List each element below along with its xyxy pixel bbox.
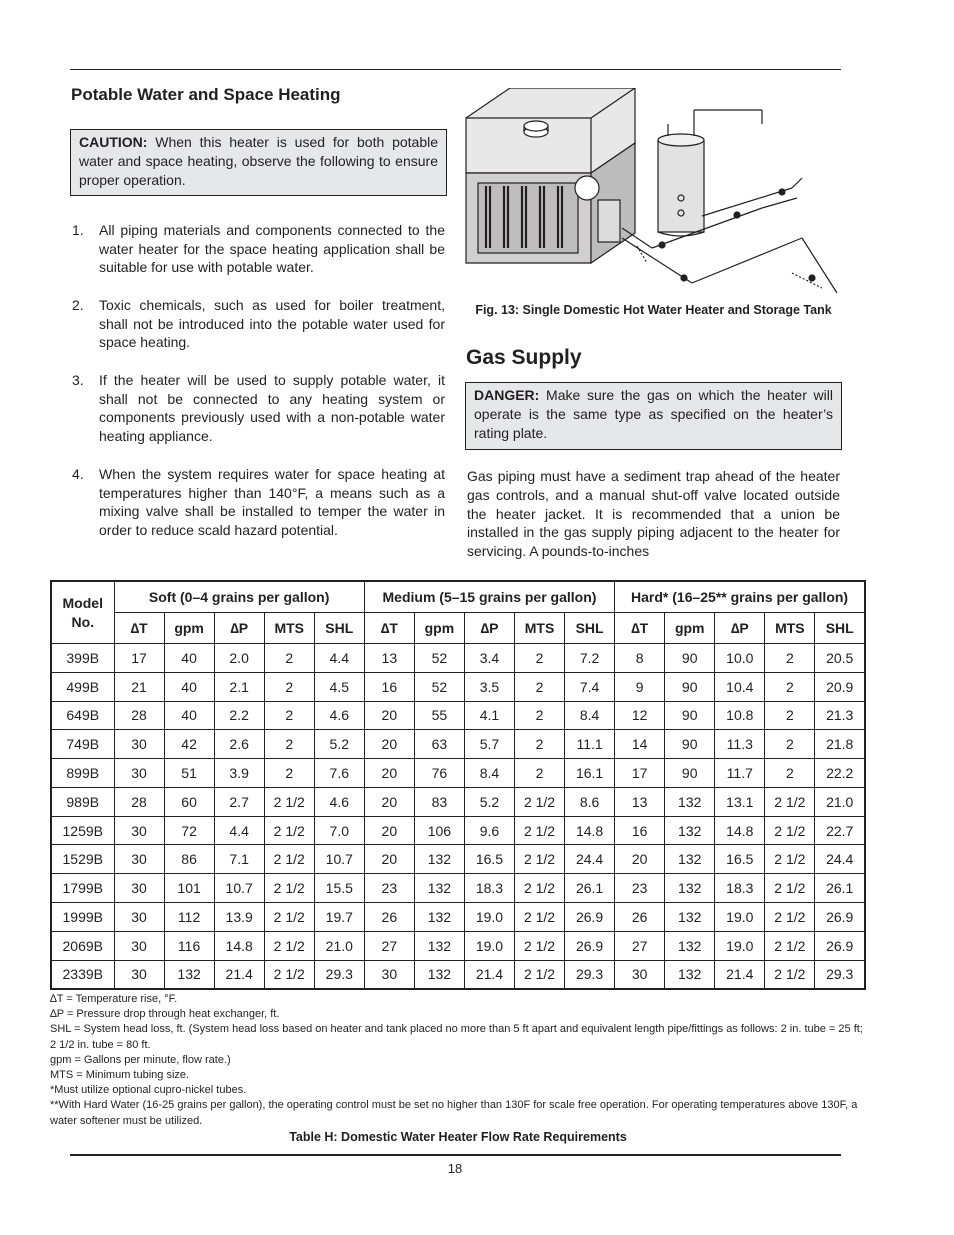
table-row [51,730,865,759]
value-cell: 30 [114,903,164,932]
value-cell: 14.8 [715,816,765,845]
value-cell: 17 [114,644,164,673]
value-cell: 2 [515,730,565,759]
value-cell: 4.1 [464,701,514,730]
note-line: **With Hard Water (16-25 grains per gallon), the operating control must be set no higher than 130F for scale free operation. For operating temperatures above 130F, a water softener must be utilized. [50,1099,858,1127]
value-cell: 90 [665,672,715,701]
value-cell: 63 [414,730,464,759]
value-cell: 42 [164,730,214,759]
model-cell: 749B [51,730,114,759]
model-cell: 2339B [51,960,114,989]
list-item-text: Toxic chemicals, such as used for boiler treatment, shall not be introduced into the potable water used for space heating. [99,297,445,351]
value-cell: 14.8 [565,816,615,845]
value-cell: 2 1/2 [515,931,565,960]
value-cell: 3.5 [464,672,514,701]
value-cell: 23 [615,874,665,903]
value-cell: 13.1 [715,787,765,816]
value-cell: 20 [364,787,414,816]
value-cell: 2 1/2 [765,931,815,960]
value-cell: 116 [164,931,214,960]
value-cell: 2 [515,701,565,730]
model-header: Model No. [51,581,114,644]
value-cell: 132 [665,960,715,989]
value-cell: 86 [164,845,214,874]
col-header: ∆T [114,613,164,644]
value-cell: 19.0 [715,931,765,960]
value-cell: 3.4 [464,644,514,673]
col-header: gpm [164,613,214,644]
value-cell: 29.3 [565,960,615,989]
value-cell: 21 [114,672,164,701]
value-cell: 29.3 [815,960,865,989]
value-cell: 26.9 [565,931,615,960]
value-cell: 9.6 [464,816,514,845]
value-cell: 16.5 [464,845,514,874]
value-cell: 2 1/2 [264,816,314,845]
value-cell: 5.2 [314,730,364,759]
value-cell: 3.9 [214,759,264,788]
value-cell: 2 [264,759,314,788]
model-cell: 1259B [51,816,114,845]
value-cell: 2 [264,672,314,701]
col-header: MTS [515,613,565,644]
value-cell: 5.7 [464,730,514,759]
value-cell: 90 [665,701,715,730]
value-cell: 132 [414,931,464,960]
bottom-rule [70,1154,841,1156]
value-cell: 4.5 [314,672,364,701]
value-cell: 4.6 [314,701,364,730]
list-item-number: 4. [72,466,84,482]
value-cell: 14.8 [214,931,264,960]
note-line: ∆T = Temperature rise, °F. [50,993,178,1005]
value-cell: 21.4 [464,960,514,989]
value-cell: 40 [164,701,214,730]
note-line: SHL = System head loss, ft. (System head loss based on heater and tank placed no more than 5 ft apart and equivalent length pipe/fittings as follows: 2 in. tube = 25 ft; 2 1/2 in. tube = 80 ft. [50,1023,863,1051]
col-header: MTS [264,613,314,644]
value-cell: 19.0 [464,931,514,960]
list-item-number: 2. [72,297,84,313]
table-row [51,672,865,701]
col-header: ∆T [615,613,665,644]
value-cell: 52 [414,644,464,673]
value-cell: 2 1/2 [515,845,565,874]
table-row [51,845,865,874]
value-cell: 2 1/2 [264,874,314,903]
value-cell: 10.7 [214,874,264,903]
value-cell: 8.4 [565,701,615,730]
value-cell: 2 [515,644,565,673]
table-row [51,701,865,730]
value-cell: 19.7 [314,903,364,932]
value-cell: 2 1/2 [765,787,815,816]
value-cell: 4.4 [214,816,264,845]
list-item-number: 1. [72,222,84,238]
value-cell: 2 1/2 [515,787,565,816]
value-cell: 2 [765,644,815,673]
value-cell: 11.7 [715,759,765,788]
value-cell: 13.9 [214,903,264,932]
value-cell: 28 [114,787,164,816]
value-cell: 5.2 [464,787,514,816]
value-cell: 12 [615,701,665,730]
value-cell: 20.9 [815,672,865,701]
value-cell: 2 1/2 [264,931,314,960]
value-cell: 132 [665,874,715,903]
value-cell: 76 [414,759,464,788]
value-cell: 24.4 [815,845,865,874]
value-cell: 27 [364,931,414,960]
value-cell: 2 1/2 [264,787,314,816]
value-cell: 24.4 [565,845,615,874]
value-cell: 26.9 [815,903,865,932]
table-row [51,644,865,673]
note-line: gpm = Gallons per minute, flow rate.) [50,1053,231,1066]
table-row [51,816,865,845]
danger-box [465,382,842,450]
value-cell: 16.1 [565,759,615,788]
value-cell: 30 [114,759,164,788]
value-cell: 30 [114,816,164,845]
list-item-text: All piping materials and components connected to the water heater for the space heating application shall be suitable for use with potable water. [99,222,445,276]
col-header: ∆P [464,613,514,644]
value-cell: 20 [364,845,414,874]
value-cell: 22.2 [815,759,865,788]
value-cell: 26 [364,903,414,932]
value-cell: 52 [414,672,464,701]
model-cell: 1799B [51,874,114,903]
value-cell: 7.1 [214,845,264,874]
value-cell: 8.6 [565,787,615,816]
value-cell: 30 [114,730,164,759]
value-cell: 132 [665,931,715,960]
value-cell: 2 [515,672,565,701]
value-cell: 132 [414,845,464,874]
value-cell: 132 [164,960,214,989]
value-cell: 55 [414,701,464,730]
caution-box [70,129,447,196]
table-row [51,759,865,788]
caution-label: CAUTION: [79,134,148,150]
value-cell: 2 1/2 [264,960,314,989]
value-cell: 10.7 [314,845,364,874]
value-cell: 21.3 [815,701,865,730]
value-cell: 26.1 [815,874,865,903]
value-cell: 2 1/2 [765,845,815,874]
list-item-number: 3. [72,372,84,388]
section-title-potable: Potable Water and Space Heating [71,85,341,104]
top-rule [70,69,841,70]
value-cell: 132 [665,787,715,816]
value-cell: 30 [114,874,164,903]
col-header: ∆P [214,613,264,644]
model-cell: 399B [51,644,114,673]
table-row [51,931,865,960]
value-cell: 90 [665,759,715,788]
value-cell: 18.3 [715,874,765,903]
value-cell: 10.0 [715,644,765,673]
value-cell: 15.5 [314,874,364,903]
value-cell: 2.0 [214,644,264,673]
value-cell: 7.0 [314,816,364,845]
value-cell: 2 [264,730,314,759]
value-cell: 60 [164,787,214,816]
col-header: SHL [565,613,615,644]
value-cell: 20 [364,759,414,788]
value-cell: 2 1/2 [765,960,815,989]
value-cell: 10.8 [715,701,765,730]
table-caption: Table H: Domestic Water Heater Flow Rate Requirements [289,1130,627,1144]
value-cell: 7.6 [314,759,364,788]
value-cell: 132 [414,874,464,903]
value-cell: 8 [615,644,665,673]
page-number: 18 [447,1161,463,1176]
col-header: SHL [314,613,364,644]
value-cell: 13 [615,787,665,816]
value-cell: 7.2 [565,644,615,673]
heater-tank-diagram [462,88,847,300]
value-cell: 112 [164,903,214,932]
table-row [51,874,865,903]
model-cell: 1529B [51,845,114,874]
note-line: *Must utilize optional cupro-nickel tubes. [50,1084,247,1097]
value-cell: 30 [615,960,665,989]
value-cell: 132 [665,816,715,845]
value-cell: 21.0 [815,787,865,816]
value-cell: 13 [364,644,414,673]
model-cell: 899B [51,759,114,788]
note-line: ∆P = Pressure drop through heat exchanger, ft. [50,1008,280,1021]
col-header: gpm [665,613,715,644]
value-cell: 2 1/2 [515,874,565,903]
value-cell: 2 1/2 [765,816,815,845]
value-cell: 4.6 [314,787,364,816]
value-cell: 7.4 [565,672,615,701]
list-item-text: When the system requires water for space heating at temperatures higher than 140°F, a means such as a mixing valve shall be installed to temper the water in order to reduce scald hazard potential. [99,466,445,539]
value-cell: 2 1/2 [515,903,565,932]
col-header: ∆T [364,613,414,644]
value-cell: 2 1/2 [765,903,815,932]
danger-label: DANGER: [474,387,540,403]
value-cell: 20 [615,845,665,874]
value-cell: 27 [615,931,665,960]
section-title-gas: Gas Supply [466,346,582,369]
model-cell: 2069B [51,931,114,960]
value-cell: 11.1 [565,730,615,759]
model-cell: 649B [51,701,114,730]
value-cell: 16 [615,816,665,845]
value-cell: 132 [414,903,464,932]
value-cell: 2 [765,759,815,788]
value-cell: 17 [615,759,665,788]
group-header-soft: Soft (0–4 grains per gallon) [114,581,364,613]
caution-text: When this heater is used for both potable water and space heating, observe the following to ensure proper operation. [79,134,438,188]
model-cell: 499B [51,672,114,701]
value-cell: 2 1/2 [264,845,314,874]
value-cell: 21.4 [715,960,765,989]
table-row [51,903,865,932]
value-cell: 20 [364,730,414,759]
value-cell: 19.0 [464,903,514,932]
value-cell: 90 [665,730,715,759]
table-notes [50,992,866,1129]
value-cell: 2 [264,644,314,673]
col-header: MTS [765,613,815,644]
value-cell: 2 1/2 [515,960,565,989]
value-cell: 20 [364,701,414,730]
value-cell: 40 [164,672,214,701]
value-cell: 26.1 [565,874,615,903]
value-cell: 29.3 [314,960,364,989]
value-cell: 2.6 [214,730,264,759]
value-cell: 2 1/2 [264,903,314,932]
value-cell: 16 [364,672,414,701]
value-cell: 2 [765,672,815,701]
value-cell: 30 [364,960,414,989]
value-cell: 26 [615,903,665,932]
value-cell: 8.4 [464,759,514,788]
figure-caption: Fig. 13: Single Domestic Hot Water Heater and Storage Tank [475,303,832,317]
value-cell: 2.2 [214,701,264,730]
value-cell: 21.8 [815,730,865,759]
col-header: ∆P [715,613,765,644]
danger-text: Make sure the gas on which the heater will operate is the same type as specified on the heater’s rating plate. [474,387,833,441]
value-cell: 2 [765,701,815,730]
value-cell: 2 [264,701,314,730]
table-row [51,787,865,816]
value-cell: 2 1/2 [515,816,565,845]
value-cell: 23 [364,874,414,903]
group-header-hard: Hard* (16–25** grains per gallon) [615,581,865,613]
value-cell: 2.1 [214,672,264,701]
value-cell: 132 [414,960,464,989]
value-cell: 21.0 [314,931,364,960]
col-header: gpm [414,613,464,644]
value-cell: 9 [615,672,665,701]
flow-rate-table [50,580,866,990]
value-cell: 2 1/2 [765,874,815,903]
value-cell: 2 [765,730,815,759]
value-cell: 132 [665,903,715,932]
value-cell: 30 [114,960,164,989]
value-cell: 20 [364,816,414,845]
col-header: SHL [815,613,865,644]
group-header-medium: Medium (5–15 grains per gallon) [364,581,614,613]
value-cell: 19.0 [715,903,765,932]
model-cell: 1999B [51,903,114,932]
note-line: MTS = Minimum tubing size. [50,1069,190,1082]
value-cell: 90 [665,644,715,673]
value-cell: 11.3 [715,730,765,759]
value-cell: 26.9 [565,903,615,932]
model-cell: 989B [51,787,114,816]
value-cell: 26.9 [815,931,865,960]
flow-table-body [51,644,865,990]
value-cell: 106 [414,816,464,845]
value-cell: 20.5 [815,644,865,673]
value-cell: 51 [164,759,214,788]
value-cell: 83 [414,787,464,816]
gas-piping-paragraph: Gas piping must have a sediment trap ahead of the heater gas controls, and a manual shut-off valve located outside the heater jacket. It is recommended that a union be installed in the gas supply piping adjacent to the heater for servicing. A pounds-to-inches [467,468,840,560]
list-item-text: If the heater will be used to supply potable water, it shall not be connected to any heating system or components previously used with a non-potable water heating appliance. [99,372,445,445]
value-cell: 2 [515,759,565,788]
value-cell: 4.4 [314,644,364,673]
value-cell: 40 [164,644,214,673]
value-cell: 14 [615,730,665,759]
value-cell: 101 [164,874,214,903]
value-cell: 22.7 [815,816,865,845]
value-cell: 16.5 [715,845,765,874]
value-cell: 30 [114,845,164,874]
value-cell: 72 [164,816,214,845]
value-cell: 30 [114,931,164,960]
value-cell: 132 [665,845,715,874]
value-cell: 21.4 [214,960,264,989]
table-row [51,960,865,989]
value-cell: 10.4 [715,672,765,701]
value-cell: 2.7 [214,787,264,816]
value-cell: 18.3 [464,874,514,903]
value-cell: 28 [114,701,164,730]
